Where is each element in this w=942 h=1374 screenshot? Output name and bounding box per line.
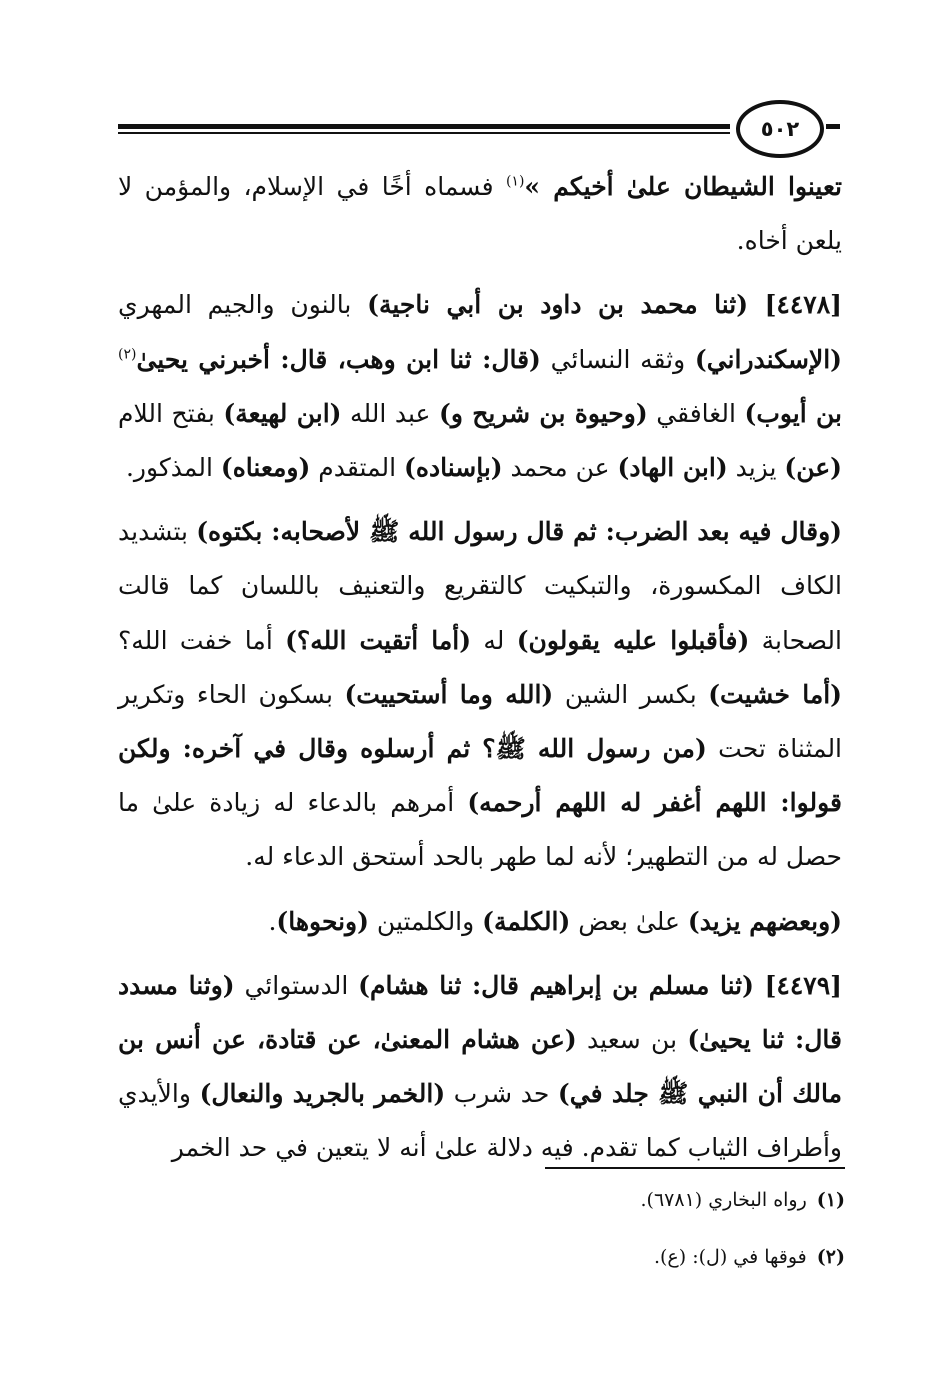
text-span: (وقال فيه بعد الضرب: ثم قال رسول الله ﷺ لأصحابه: بكتوه) [196, 517, 842, 547]
text-span: المتقدم [310, 453, 405, 483]
paragraph-0 [118, 160, 842, 268]
text-span: (وبعضهم يزيد) [687, 906, 842, 936]
text-span: بن أيوب) [744, 398, 843, 428]
text-span: (ابن الهاد) [617, 453, 728, 483]
text-span: عبد الله [341, 398, 440, 428]
footnote-2 [300, 1229, 845, 1286]
paragraph-2 [118, 505, 842, 884]
footnote-number: (١) [816, 1189, 845, 1211]
footnote-text: فوقها في (ل): (ع). [653, 1246, 807, 1268]
text-span: (وحيوة بن شريح و) [439, 398, 648, 428]
footnote-ref-2: (٢) [118, 346, 137, 363]
text-span: (الله وما أستحييت) [344, 679, 554, 709]
footnote-number: (٢) [816, 1246, 845, 1268]
header-rule-thin [118, 132, 730, 134]
text-span: (ابن لهيعة) [223, 398, 342, 428]
text-span: (ثنا محمد بن داود بن أبي ناجية) [367, 290, 749, 320]
text-span: (عن هشام المعنىٰ، عن قتادة، عن أنس بن مالك أن النبي ﷺ جلد في) [118, 1025, 843, 1109]
text-span: الدستوائي [234, 970, 359, 1000]
text-span: أمرهم بالدعاء له زيادة علىٰ ما حصل له من التطهير؛ لأنه لما طهر بالحد أستحق الدعاء له. [118, 788, 842, 872]
text-span: بفتح اللام [118, 398, 224, 428]
text-span: (بإسناده) [404, 453, 503, 483]
text-span: (ومعناه) [220, 453, 311, 483]
text-span: المذكور. [125, 453, 221, 483]
text-span: (قال: ثنا ابن وهب، قال: أخبرني يحيىٰ [136, 344, 541, 374]
text-span: والكلمتين [368, 906, 483, 936]
text-span: والأيدي وأطراف الثياب كما تقدم. فيه دلالة علىٰ أنه لا يتعين في حد الخمر [118, 1079, 842, 1163]
text-span: بتشديد الكاف المكسورة، والتبكيت كالتقريع والتعنيف باللسان كما قالت الصحابة [118, 517, 842, 655]
text-span: تعينوا الشيطان علىٰ أخيكم » [524, 172, 842, 201]
text-span: له [471, 625, 517, 655]
text-span: بالنون والجيم المهري [118, 290, 368, 320]
footnote-1 [300, 1172, 845, 1229]
page-number-badge [736, 100, 824, 158]
text-span: وثقه النسائي [540, 344, 695, 374]
text-span: بكسر الشين [553, 679, 709, 709]
text-span: (ثنا مسلم بن إبراهيم قال: ثنا هشام) [358, 970, 754, 1000]
paragraph-4 [118, 959, 842, 1176]
text-span: (الإسكندراني) [694, 344, 842, 374]
header-rule-thick [118, 124, 730, 129]
text-span: عن محمد [502, 453, 618, 483]
hadith-number: [٤٤٧٩] [753, 970, 842, 1000]
page-body [118, 160, 842, 1176]
text-span: (الخمر بالجريد والنعال) [199, 1079, 446, 1109]
text-span: (ونحوها) [276, 906, 369, 936]
text-span: (أما خشيت) [708, 679, 842, 709]
text-span: (من رسول الله ﷺ؟ ثم أرسلوه وقال في آخره: ولكن قولوا: اللهم أغفر له اللهم أرحمه) [118, 734, 842, 818]
text-span: حد شرب [445, 1079, 558, 1109]
text-span: (عن) [784, 453, 842, 483]
page-number: ٥٠٢ [760, 117, 800, 141]
text-span: أما خفت الله؟ [118, 625, 286, 655]
text-span: فسماه أخًا في الإسلام، والمؤمن لا يلعن أخاه. [118, 172, 842, 256]
footnotes [300, 1172, 845, 1286]
footnote-separator [545, 1167, 845, 1169]
text-span: (وثنا مسدد قال: ثنا يحيىٰ) [118, 970, 842, 1055]
footnote-text: رواه البخاري (٦٧٨١). [640, 1189, 807, 1211]
hadith-number: [٤٤٧٨] [748, 290, 842, 320]
header-rule-tail [826, 124, 840, 129]
footnote-ref-1: (١) [505, 173, 525, 190]
text-span: بن سعيد [576, 1025, 688, 1055]
text-span: . [268, 906, 277, 936]
page-header [118, 98, 840, 156]
text-span: علىٰ بعض [570, 906, 688, 936]
text-span: يزيد [727, 453, 785, 483]
text-span: (فأقبلوا عليه يقولون) [516, 625, 750, 655]
text-span: بسكون الحاء وتكرير المثناة تحت [118, 679, 843, 764]
text-span: (الكلمة) [482, 906, 571, 936]
paragraph-1 [118, 278, 842, 495]
text-span: (أما أتقيت الله؟) [285, 625, 472, 655]
paragraph-3 [118, 895, 842, 949]
text-span: الغافقي [647, 398, 745, 428]
